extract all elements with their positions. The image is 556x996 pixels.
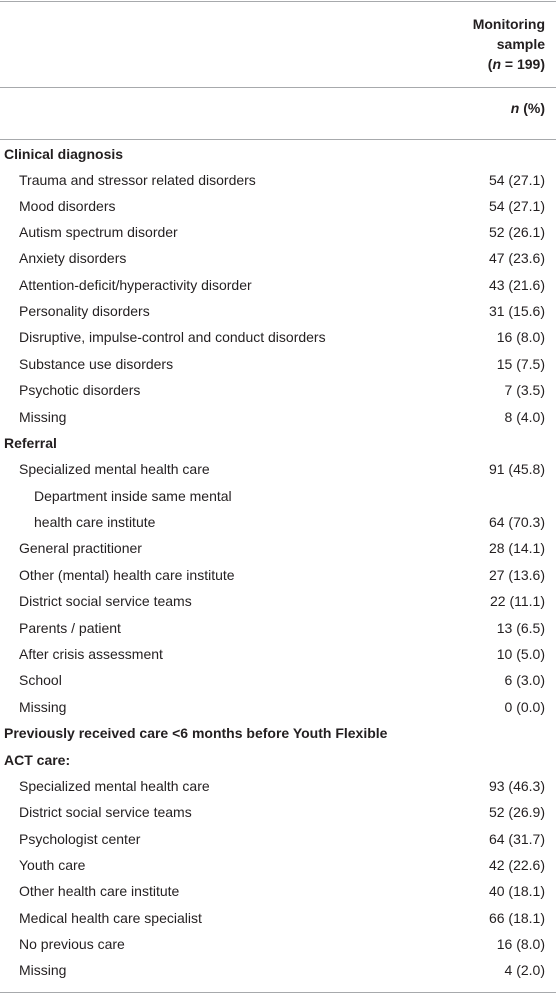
section-heading: Referral: [4, 435, 57, 451]
row-value: 28 (14.1): [488, 540, 545, 556]
section-heading-line2: ACT care:: [4, 752, 71, 768]
row-label: Psychotic disorders: [19, 382, 141, 398]
row-label: Trauma and stressor related disorders: [19, 172, 256, 188]
table-row: [0, 878, 556, 904]
row-value: 43 (21.6): [488, 277, 545, 293]
row-value: 47 (23.6): [488, 250, 545, 266]
table-row: [0, 826, 556, 852]
row-value: 0 (0.0): [504, 699, 545, 715]
row-label: Autism spectrum disorder: [19, 224, 178, 240]
row-label: Substance use disorders: [19, 356, 174, 372]
table-row: [0, 905, 556, 931]
row-label: No previous care: [19, 936, 125, 952]
row-label: Missing: [19, 409, 67, 425]
section-previous-care-continued: [0, 747, 556, 773]
row-value: 31 (15.6): [488, 303, 545, 319]
row-value: 15 (7.5): [496, 356, 545, 372]
row-label: Personality disorders: [19, 303, 150, 319]
table-row: [0, 931, 556, 957]
table-row: [0, 377, 556, 403]
bottom-rule: [0, 992, 556, 993]
table-row: [0, 272, 556, 298]
column-header: [425, 14, 545, 74]
row-label: Missing: [19, 962, 67, 978]
row-label: Disruptive, impulse-control and conduct disorders: [19, 329, 326, 345]
row-label: Other health care institute: [19, 883, 180, 899]
row-label: Anxiety disorders: [19, 250, 127, 266]
table-row: [0, 456, 556, 482]
table-row: [0, 404, 556, 430]
row-value: 64 (70.3): [488, 514, 545, 530]
column-title-line2: sample: [496, 36, 545, 52]
section-heading-line1: Previously received care <6 months before Youth Flexible: [4, 725, 388, 741]
table-row: [0, 562, 556, 588]
table-row: [0, 351, 556, 377]
row-value: 13 (6.5): [496, 620, 545, 636]
section-clinical-diagnosis: [0, 141, 556, 167]
table-row: [0, 193, 556, 219]
table-row: [0, 167, 556, 193]
row-label: Mood disorders: [19, 198, 116, 214]
table-row: [0, 324, 556, 350]
row-label: Missing: [19, 699, 67, 715]
row-value: 66 (18.1): [488, 910, 545, 926]
row-label: Department inside same mental: [34, 488, 232, 504]
row-label: Parents / patient: [19, 620, 121, 636]
row-value: 27 (13.6): [488, 567, 545, 583]
table-row: [0, 615, 556, 641]
section-previous-care: [0, 720, 556, 746]
row-label: School: [19, 672, 62, 688]
row-value: 91 (45.8): [488, 461, 545, 477]
row-label: General practitioner: [19, 540, 142, 556]
row-value: 16 (8.0): [496, 936, 545, 952]
row-label: Attention-deficit/hyperactivity disorder: [19, 277, 252, 293]
table-row: [0, 483, 556, 509]
table-row: [0, 588, 556, 614]
table-row: [0, 298, 556, 324]
table-row: [0, 245, 556, 271]
row-label: Medical health care specialist: [19, 910, 202, 926]
table-row: [0, 509, 556, 535]
row-value: 54 (27.1): [488, 172, 545, 188]
subheader-rule: [0, 139, 556, 140]
table-row: [0, 535, 556, 561]
row-label: Specialized mental health care: [19, 778, 210, 794]
column-sample-size: (n = 199): [487, 56, 545, 72]
stat-label: n (%): [510, 100, 545, 116]
section-heading: Clinical diagnosis: [4, 146, 124, 162]
row-value: 7 (3.5): [504, 382, 545, 398]
row-value: 93 (46.3): [488, 778, 545, 794]
row-label: District social service teams: [19, 593, 192, 609]
row-label: Specialized mental health care: [19, 461, 210, 477]
row-value: 4 (2.0): [504, 962, 545, 978]
row-value: 16 (8.0): [496, 329, 545, 345]
row-label: After crisis assessment: [19, 646, 163, 662]
header-rule: [0, 87, 556, 88]
row-value: 52 (26.1): [488, 224, 545, 240]
row-value: 54 (27.1): [488, 198, 545, 214]
row-label: Youth care: [19, 857, 86, 873]
top-rule: [0, 1, 556, 2]
table-row: [0, 641, 556, 667]
row-value: 8 (4.0): [504, 409, 545, 425]
table-row: [0, 799, 556, 825]
row-value: 6 (3.0): [504, 672, 545, 688]
row-label: District social service teams: [19, 804, 192, 820]
column-title-line1: Monitoring: [472, 16, 545, 32]
row-value: 64 (31.7): [488, 831, 545, 847]
table-row: [0, 694, 556, 720]
row-label: Psychologist center: [19, 831, 141, 847]
table-row: [0, 667, 556, 693]
row-value: 42 (22.6): [488, 857, 545, 873]
row-value: 10 (5.0): [496, 646, 545, 662]
section-referral: [0, 430, 556, 456]
table-row: [0, 852, 556, 878]
row-value: 40 (18.1): [488, 883, 545, 899]
table-row: [0, 219, 556, 245]
row-value: 52 (26.9): [488, 804, 545, 820]
row-label: health care institute: [34, 514, 156, 530]
table-row: [0, 957, 556, 983]
row-value: 22 (11.1): [490, 593, 545, 609]
row-label: Other (mental) health care institute: [19, 567, 235, 583]
table-row: [0, 773, 556, 799]
